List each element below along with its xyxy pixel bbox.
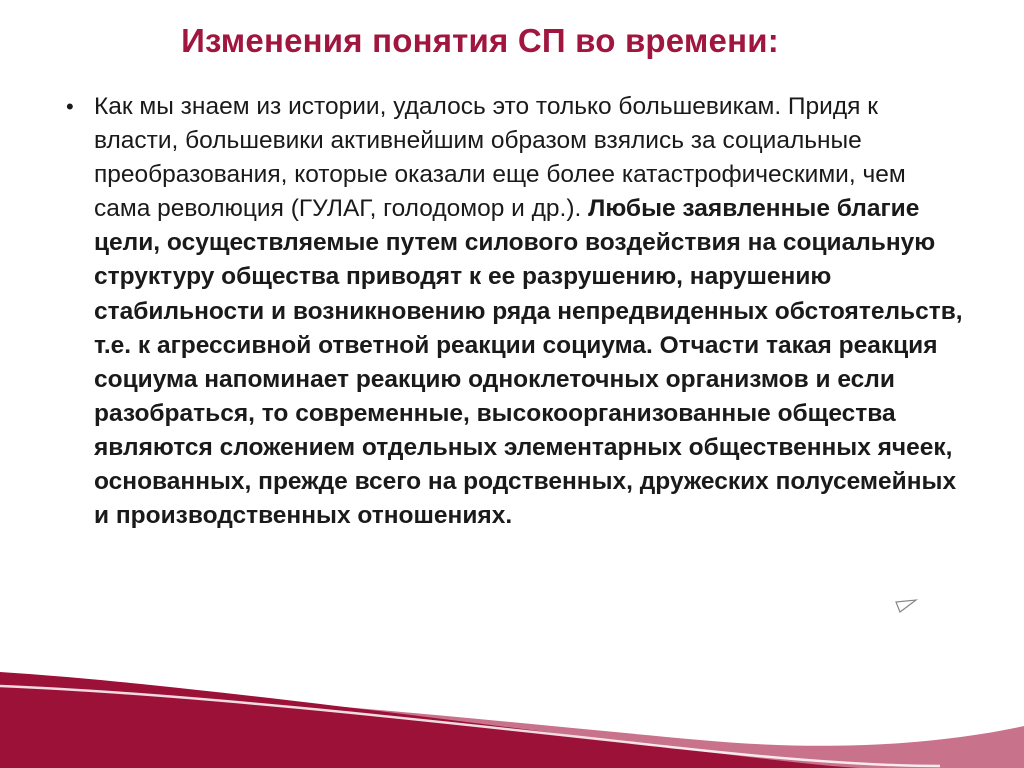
slide-title: Изменения понятия СП во времени: bbox=[181, 22, 779, 59]
bullet-item bbox=[66, 90, 966, 533]
pointer-icon bbox=[896, 600, 916, 612]
wave-dark bbox=[0, 672, 860, 768]
bullet-paragraph bbox=[94, 90, 966, 533]
wave-highlight bbox=[0, 686, 940, 766]
paragraph-bold-text: Любые заявленные благие цели, осуществляемые путем силового воздействия на социальную структуру общества приводят к ее разрушению, нарушению стабильности и возникновению ряда непредвиденных обстоятельств, т.е. к агрессивной ответной реакции социума. Отчасти такая реакция социума напоминает реакцию одноклеточных организмов и если разобраться, то современные, высокоорганизованные общества являются сложением отдельных элементарных общественных ячеек, основанных, прежде всего на родственных, дружеских полусемейных и производственных отношениях. bbox=[94, 195, 963, 530]
slide-body bbox=[66, 90, 966, 533]
wave-light bbox=[0, 690, 1024, 768]
bullet-dot-icon: • bbox=[66, 94, 74, 119]
paragraph-normal-text: Как мы знаем из истории, удалось это только большевикам. Придя к власти, большевики активнейшим образом взялись за социальные преобразования, которые оказали еще более катастрофическими, чем сама революция (ГУЛАГ, голодомор и др.). bbox=[94, 93, 906, 223]
